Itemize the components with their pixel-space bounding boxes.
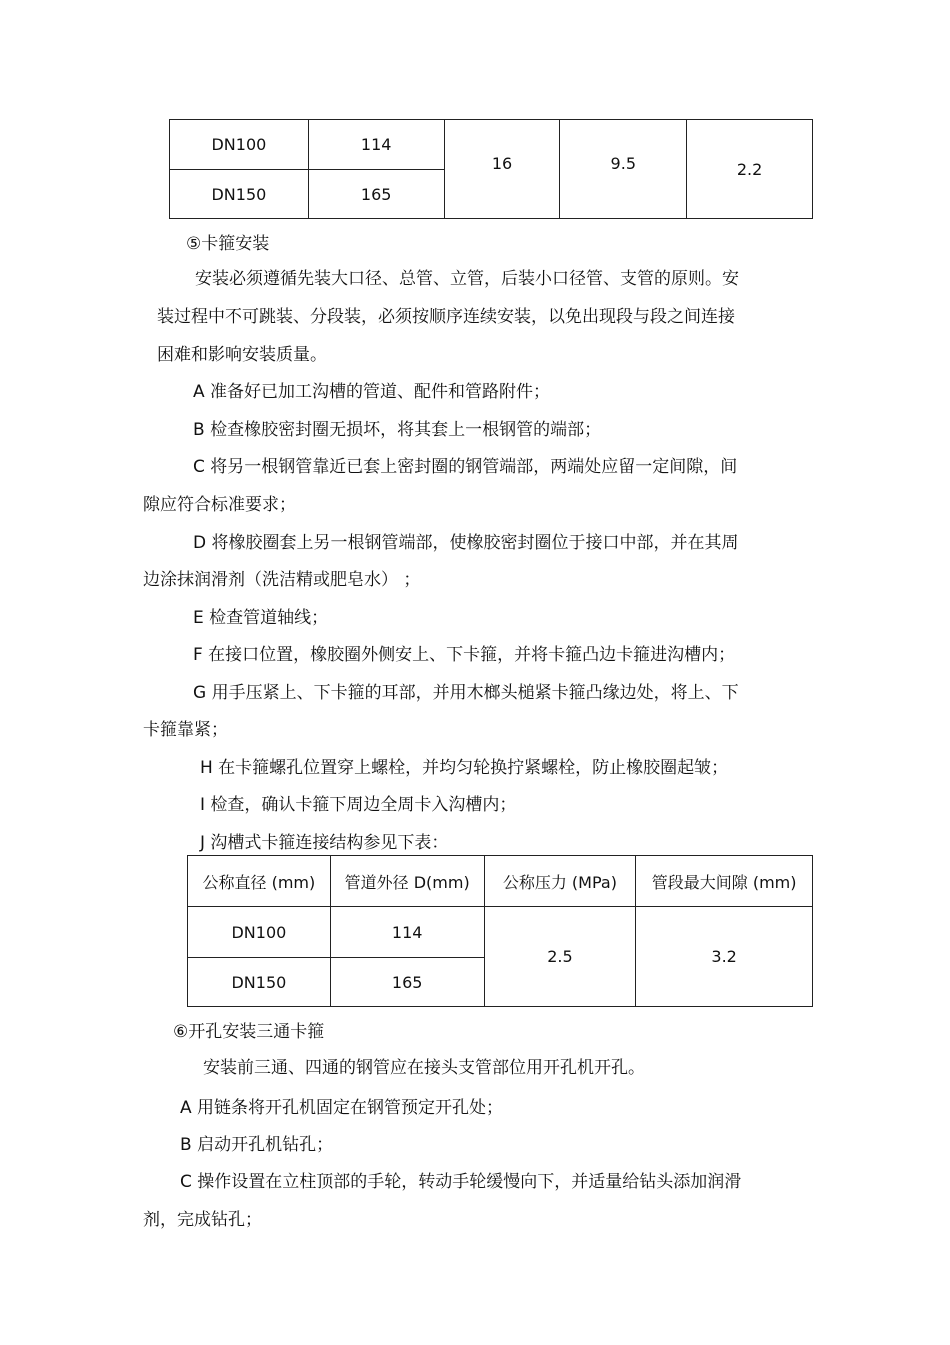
groove-clamp-spec-table xyxy=(187,855,813,1007)
intro-line: 困难和影响安装质量。 xyxy=(157,345,327,365)
table-cell-pressure: 16 xyxy=(444,120,560,219)
intro-line: 安装前三通、四通的钢管应在接头支管部位用开孔机开孔。 xyxy=(203,1058,645,1078)
step-d-cont: 边涂抹润滑剂（洗洁精或肥皂水） ； xyxy=(143,570,421,590)
table-cell-dn: DN150 xyxy=(170,170,309,219)
step-g-cont: 卡箍靠紧； xyxy=(143,720,228,740)
step-c-cont: 剂，完成钻孔； xyxy=(143,1210,262,1230)
table-cell-pressure: 2.5 xyxy=(484,907,636,1007)
step-b: B 检查橡胶密封圈无损坏，将其套上一根钢管的端部； xyxy=(193,420,602,440)
section-heading-tee-install: ⑥开孔安装三通卡箍 xyxy=(173,1022,325,1042)
step-c-cont: 隙应符合标准要求； xyxy=(143,495,296,515)
table-cell-gap-b: 2.2 xyxy=(687,120,813,219)
step-e: E 检查管道轴线； xyxy=(193,608,329,628)
table-cell-gap: 3.2 xyxy=(636,907,813,1007)
table-header-nominal-diameter: 公称直径 (mm) xyxy=(188,856,331,907)
intro-line: 装过程中不可跳装、分段装，必须按顺序连续安装，以免出现段与段之间连接 xyxy=(157,307,735,327)
step-f: F 在接口位置，橡胶圈外侧安上、下卡箍，并将卡箍凸边卡箍进沟槽内； xyxy=(193,645,736,665)
table-cell-od: 165 xyxy=(330,958,484,1007)
step-c: C 将另一根钢管靠近已套上密封圈的钢管端部，两端处应留一定间隙，间 xyxy=(193,457,738,477)
step-h: H 在卡箍螺孔位置穿上螺栓，并均匀轮换拧紧螺栓，防止橡胶圈起皱； xyxy=(200,758,729,778)
step-g: G 用手压紧上、下卡箍的耳部，并用木榔头槌紧卡箍凸缘边处，将上、下 xyxy=(193,683,739,703)
step-j: J 沟槽式卡箍连接结构参见下表： xyxy=(200,833,449,853)
table-header-nominal-pressure: 公称压力 (MPa) xyxy=(484,856,636,907)
table-cell-gap-a: 9.5 xyxy=(560,120,687,219)
table-cell-dn: DN100 xyxy=(188,907,331,958)
table-cell-dn: DN150 xyxy=(188,958,331,1007)
pipe-spec-table-top xyxy=(169,119,813,219)
table-header-outer-diameter: 管道外径 D(mm) xyxy=(330,856,484,907)
step-a: A 准备好已加工沟槽的管道、配件和管路附件； xyxy=(193,382,551,402)
section-heading-clamp-install: ⑤卡箍安装 xyxy=(186,234,270,254)
step-a: A 用链条将开孔机固定在钢管预定开孔处； xyxy=(180,1098,504,1118)
step-c: C 操作设置在立柱顶部的手轮，转动手轮缓慢向下，并适量给钻头添加润滑 xyxy=(180,1172,742,1192)
step-i: I 检查，确认卡箍下周边全周卡入沟槽内； xyxy=(200,795,517,815)
table-cell-od: 114 xyxy=(330,907,484,958)
step-b: B 启动开孔机钻孔； xyxy=(180,1135,334,1155)
table-cell-od: 114 xyxy=(308,120,444,170)
table-header-max-gap: 管段最大间隙 (mm) xyxy=(636,856,813,907)
intro-line: 安装必须遵循先装大口径、总管、立管，后装小口径管、支管的原则。安 xyxy=(195,269,739,289)
table-cell-dn: DN100 xyxy=(170,120,309,170)
step-d: D 将橡胶圈套上另一根钢管端部，使橡胶密封圈位于接口中部，并在其周 xyxy=(193,533,739,553)
table-cell-od: 165 xyxy=(308,170,444,219)
